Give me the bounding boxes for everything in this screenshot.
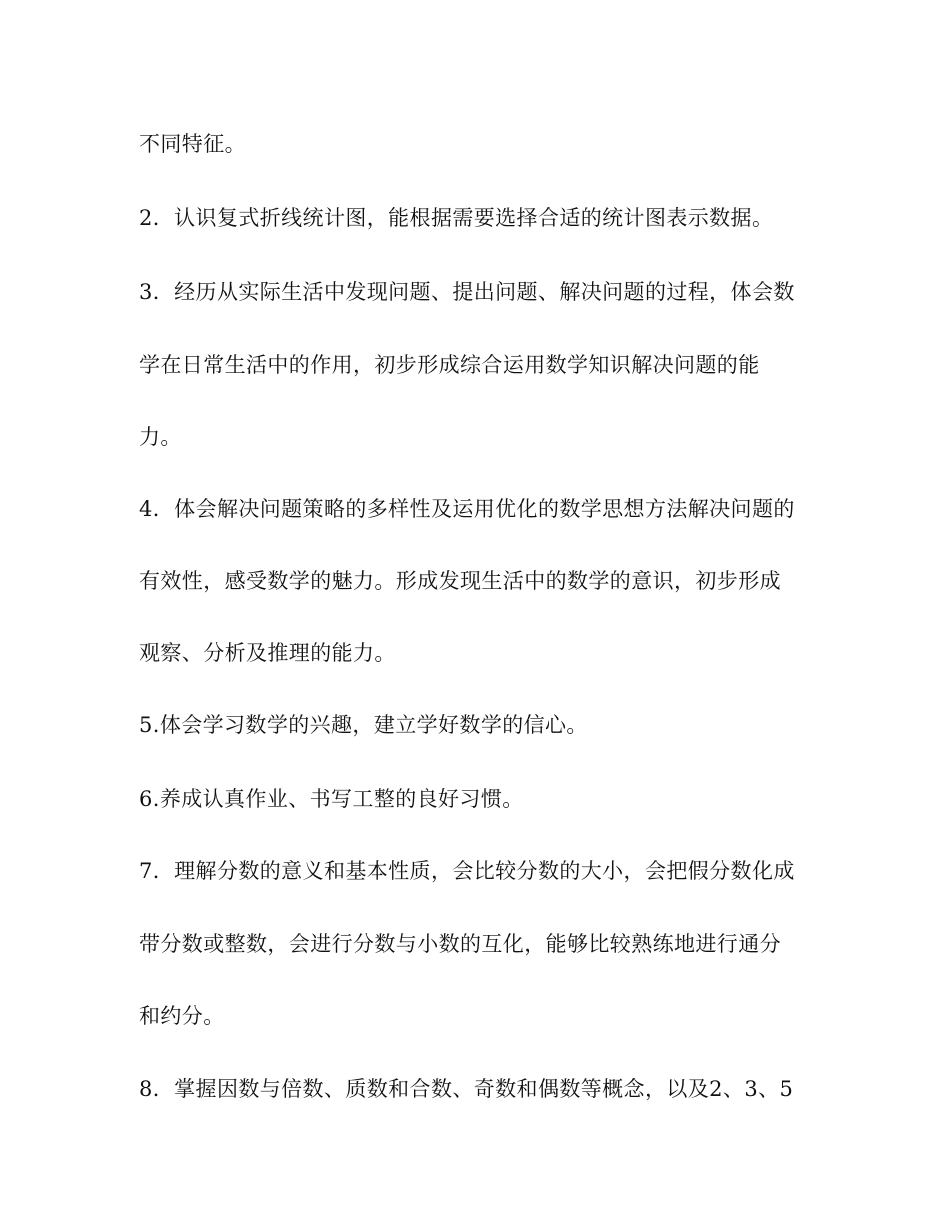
text-line: 观察、分析及推理的能力。: [139, 641, 396, 665]
text-line: 7．理解分数的意义和基本性质，会比较分数的大小，会把假分数化成: [139, 859, 795, 883]
text-line: 8．掌握因数与倍数、质数和合数、奇数和偶数等概念，以及2、3、5: [139, 1077, 794, 1101]
text-line: 5.体会学习数学的兴趣，建立学好数学的信心。: [139, 713, 588, 737]
text-line: 不同特征。: [139, 132, 246, 156]
text-line: 力。: [139, 425, 182, 449]
text-line: 和约分。: [139, 1004, 225, 1028]
text-line: 带分数或整数，会进行分数与小数的互化，能够比较熟练地进行通分: [139, 932, 781, 956]
text-line: 有效性，感受数学的魅力。形成发现生活中的数学的意识，初步形成: [139, 569, 781, 593]
text-line: 4．体会解决问题策略的多样性及运用优化的数学思想方法解决问题的: [139, 497, 795, 521]
text-line: 2．认识复式折线统计图，能根据需要选择合适的统计图表示数据。: [139, 206, 774, 230]
text-line: 6.养成认真作业、书写工整的良好习惯。: [139, 787, 524, 811]
text-line: 学在日常生活中的作用，初步形成综合运用数学知识解决问题的能: [139, 353, 760, 377]
text-line: 3．经历从实际生活中发现问题、提出问题、解决问题的过程，体会数: [139, 280, 795, 304]
